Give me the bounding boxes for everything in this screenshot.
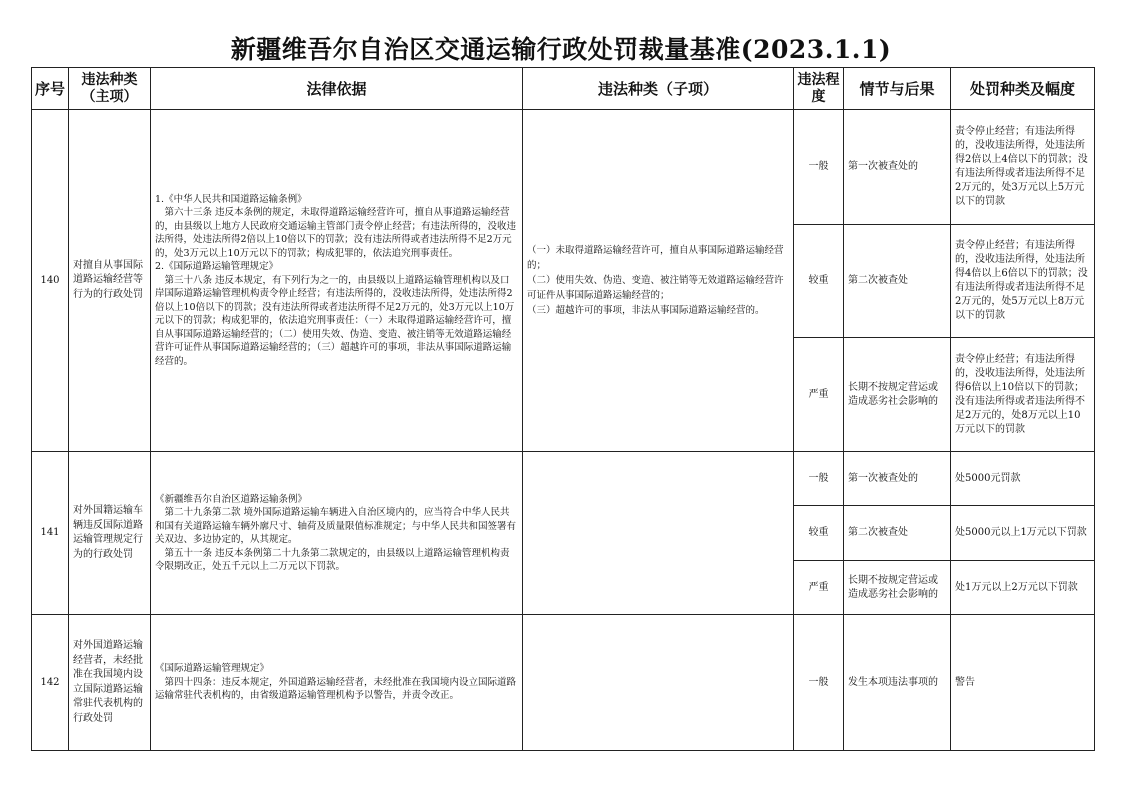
header-row xyxy=(32,68,1095,110)
basis-line: 1.《中华人民共和国道路运输条例》 xyxy=(155,193,307,205)
basis-line: 第三十八条 违反本规定，有下列行为之一的，由县级以上道路运输管理机构以及口岸国际道路运输管理机构责令停止经营；有违法所得的，没收违法所得，处违法所得2倍以上10倍以下的罚款；没有违法所得或者违法所得不足2万元的，处3万元以上10万元以下的罚款；构成犯罪的，依法追究刑事责任：（一）未取得道路运输经营许可，擅自从事国际道路运输经营的；（二）使用失效、伪造、变造、被注销等无效道路运输经营许可证件从事国际道路运输经营的；（三）超越许可的事项，非法从事国际道路运输经营的。 xyxy=(155,274,515,367)
degree-cell: 一般 xyxy=(794,110,844,225)
penalty-cell: 处5000元罚款 xyxy=(951,452,1095,506)
circumstance-cell: 第二次被查处 xyxy=(844,225,951,338)
circumstance-cell: 发生本项违法事项的 xyxy=(844,615,951,751)
degree-cell: 较重 xyxy=(794,506,844,561)
basis-line: 第六十三条 违反本条例的规定，未取得道路运输经营许可，擅自从事道路运输经营的，由县级以上地方人民政府交通运输主管部门责令停止经营；有违法所得的，没收违法所得，处违法所得2倍以上10倍以下的罚款；没有违法所得或者违法所得不足2万元的，处3万元以上10万元以下的罚款；构成犯罪的，依法追究刑事责任。 xyxy=(155,207,517,259)
row-main-type: 对外国道路运输经营者，未经批准在我国境内设立国际道路运输常驻代表机构的行政处罚 xyxy=(69,615,151,751)
table-row xyxy=(32,615,1095,751)
sub-type-line: （二）使用失效、伪造、变造、被注销等无效道路运输经营许可证件从事国际道路运输经营的； xyxy=(527,275,784,301)
header-circumstance: 情节与后果 xyxy=(844,68,951,110)
row-sub-type xyxy=(523,452,794,615)
circumstance-cell: 第一次被查处的 xyxy=(844,452,951,506)
degree-cell: 较重 xyxy=(794,225,844,338)
table-row xyxy=(32,110,1095,225)
row-legal-basis xyxy=(151,452,523,615)
row-seq: 142 xyxy=(32,615,69,751)
degree-cell: 严重 xyxy=(794,338,844,452)
penalty-cell: 责令停止经营；有违法所得的，没收违法所得，处违法所得2倍以上4倍以下的罚款；没有违法所得或者违法所得不足2万元的，处3万元以上5万元以下的罚款 xyxy=(951,110,1095,225)
basis-line: 《国际道路运输管理规定》 xyxy=(155,663,270,675)
header-main-type: 违法种类（主项） xyxy=(69,68,151,110)
header-sub-type: 违法种类（子项） xyxy=(523,68,794,110)
degree-cell: 严重 xyxy=(794,561,844,615)
penalty-cell: 处5000元以上1万元以下罚款 xyxy=(951,506,1095,561)
penalty-cell: 处1万元以上2万元以下罚款 xyxy=(951,561,1095,615)
circumstance-cell: 第一次被查处的 xyxy=(844,110,951,225)
penalty-cell: 警告 xyxy=(951,615,1095,751)
row-seq: 141 xyxy=(32,452,69,615)
row-legal-basis xyxy=(151,615,523,751)
row-legal-basis xyxy=(151,110,523,452)
sub-type-line: （一）未取得道路运输经营许可，擅自从事国际道路运输经营的； xyxy=(527,245,784,271)
degree-cell: 一般 xyxy=(794,615,844,751)
circumstance-cell: 长期不按规定营运或造成恶劣社会影响的 xyxy=(844,338,951,452)
penalty-cell: 责令停止经营；有违法所得的，没收违法所得，处违法所得6倍以上10倍以下的罚款；没有违法所得或者违法所得不足2万元的，处8万元以上10万元以下的罚款 xyxy=(951,338,1095,452)
basis-line: 第五十一条 违反本条例第二十九条第二款规定的，由县级以上道路运输管理机构责令限期改正，处五千元以上二万元以下罚款。 xyxy=(155,547,510,572)
penalty-cell: 责令停止经营；有违法所得的，没收违法所得，处违法所得4倍以上6倍以下的罚款；没有违法所得或者违法所得不足2万元的，处5万元以上8万元以下的罚款 xyxy=(951,225,1095,338)
header-seq: 序号 xyxy=(32,68,69,110)
circumstance-cell: 第二次被查处 xyxy=(844,506,951,561)
header-basis: 法律依据 xyxy=(151,68,523,110)
row-main-type: 对擅自从事国际道路运输经营等行为的行政处罚 xyxy=(69,110,151,452)
penalty-standard-table xyxy=(31,67,1095,751)
row-main-type: 对外国籍运输车辆违反国际道路运输管理规定行为的行政处罚 xyxy=(69,452,151,615)
basis-line: 2.《国际道路运输管理规定》 xyxy=(155,261,279,273)
table-row xyxy=(32,452,1095,506)
basis-line: 第四十四条：违反本规定，外国道路运输经营者，未经批准在我国境内设立国际道路运输常驻代表机构的，由省级道路运输管理机构予以警告，并责令改正。 xyxy=(155,676,517,702)
header-degree: 违法程度 xyxy=(794,68,844,110)
row-seq: 140 xyxy=(32,110,69,452)
row-sub-type xyxy=(523,110,794,452)
degree-cell: 一般 xyxy=(794,452,844,506)
basis-line: 第二十九条第二款 境外国际道路运输车辆进入自治区境内的，应当符合中华人民共和国有关道路运输车辆外廓尺寸、轴荷及质量限值标准规定；与中华人民共和国签署有关双边、多边协定的，从其规定。 xyxy=(155,507,517,545)
page-title: 新疆维吾尔自治区交通运输行政处罚裁量基准(2023.1.1) xyxy=(230,35,892,64)
circumstance-cell: 长期不按规定营运或造成恶劣社会影响的 xyxy=(844,561,951,615)
basis-line: 《新疆维吾尔自治区道路运输条例》 xyxy=(155,493,308,505)
sub-type-line: （三）超越许可的事项，非法从事国际道路运输经营的。 xyxy=(527,305,765,316)
row-sub-type xyxy=(523,615,794,751)
header-penalty: 处罚种类及幅度 xyxy=(951,68,1095,110)
